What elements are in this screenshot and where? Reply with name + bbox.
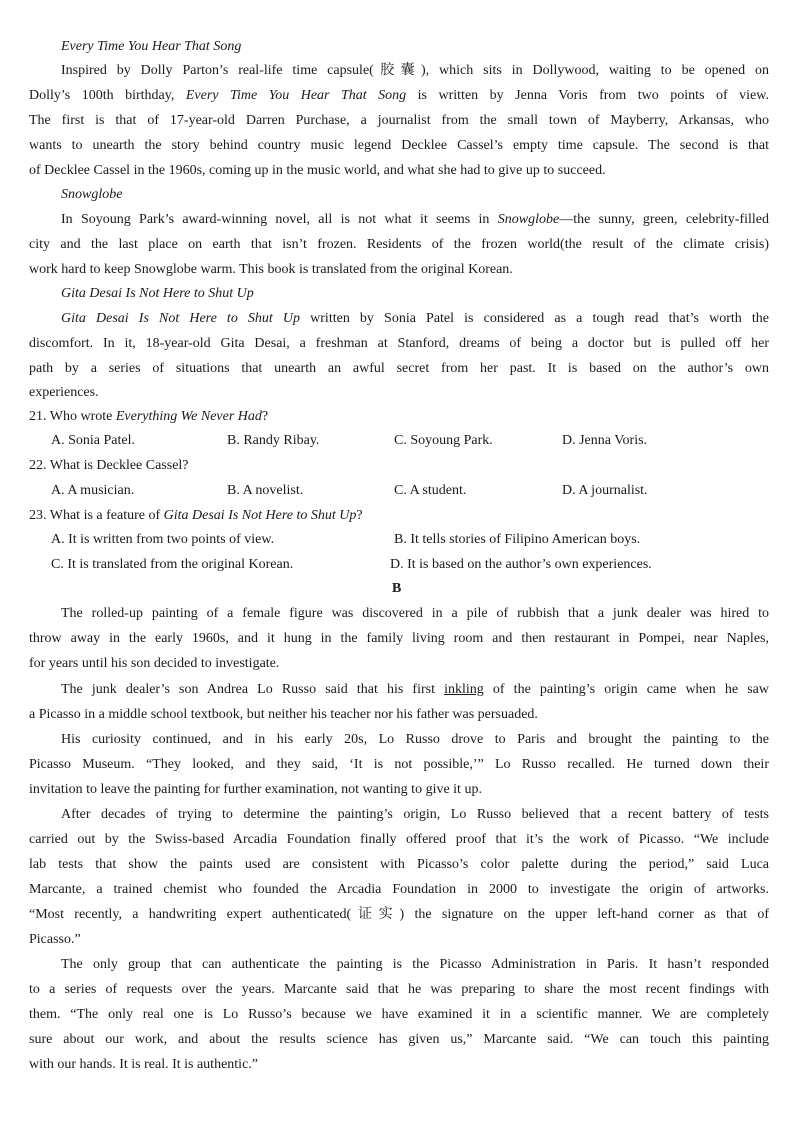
passage-b-line: throw away in the early 1960s, and it hung in the family living room and then restaurant in Pompei, near Naples, (29, 631, 769, 646)
book-text-line: Dolly’s 100th birthday, Every Time You Hear That Song is written by Jenna Voris from two points of view. (29, 88, 769, 103)
passage-b-line: Marcante, a trained chemist who founded the Arcadia Foundation in 2000 to investigate the origin of artworks. (29, 882, 769, 897)
q22-option-b: B. A novelist. (227, 483, 304, 498)
book-text-line: Gita Desai Is Not Here to Shut Up written by Sonia Patel is considered as a tough read that’s worth the (61, 311, 769, 326)
passage-b-line: His curiosity continued, and in his early 20s, Lo Russo drove to Paris and brought the painting to the (61, 732, 769, 747)
passage-b-line: them. “The only real one is Lo Russo’s because we have examined it in a scientific manner. We are completely (29, 1007, 769, 1022)
book-title-every-time: Every Time You Hear That Song (61, 39, 242, 54)
book-text-line: wants to unearth the story behind country music legend Decklee Cassel’s empty time capsule. The second is that (29, 138, 769, 153)
book-text-line: work hard to keep Snowglobe warm. This book is translated from the original Korean. (29, 262, 513, 277)
q23-option-d: D. It is based on the author’s own experiences. (390, 557, 652, 572)
passage-b-line: After decades of trying to determine the painting’s origin, Lo Russo believed that a recent battery of tests (61, 807, 769, 822)
book-title-snowglobe: Snowglobe (61, 187, 123, 202)
passage-b-line: with our hands. It is real. It is authentic.” (29, 1057, 258, 1072)
q23-option-b: B. It tells stories of Filipino American boys. (394, 532, 641, 547)
book-text-line: Inspired by Dolly Parton’s real-life time capsule(胶囊), which sits in Dollywood, waiting to be opened on (61, 63, 769, 78)
book-text-line: path by a series of situations that unearth an awful secret from her past. It is based on the author’s own (29, 361, 769, 376)
q22-option-c: C. A student. (394, 483, 467, 498)
q21-option-a: A. Sonia Patel. (51, 433, 135, 448)
passage-b-line: carried out by the Swiss-based Arcadia Foundation finally offered proof that it’s the work of Picasso. “We include (29, 832, 769, 847)
passage-b-line: sure about our work, and about the results science has given us,” Marcante said. “We can touch this painting (29, 1032, 769, 1047)
book-text-line: The first is that of 17-year-old Darren Purchase, a journalist from the small town of Mayberry, Arkansas, who (29, 113, 769, 128)
passage-b-line: Picasso Museum. “They looked, and they said, ‘It is not possible,’” Lo Russo recalled. He turned down their (29, 757, 769, 772)
book-text-line: In Soyoung Park’s award-winning novel, all is not what it seems in Snowglobe—the sunny, green, celebrity-filled (61, 212, 769, 227)
question-23-stem: 23. What is a feature of Gita Desai Is Not Here to Shut Up? (29, 508, 363, 523)
question-22-stem: 22. What is Decklee Cassel? (29, 458, 189, 473)
book-text-line: experiences. (29, 385, 99, 400)
q23-option-c: C. It is translated from the original Korean. (51, 557, 294, 572)
q21-option-c: C. Soyoung Park. (394, 433, 493, 448)
passage-b-line: a Picasso in a middle school textbook, but neither his teacher nor his father was persuaded. (29, 707, 538, 722)
book-text-line: city and the last place on earth that isn’t frozen. Residents of the frozen world(the result of the climate crisis) (29, 237, 769, 252)
q22-option-d: D. A journalist. (562, 483, 648, 498)
passage-b-line: The rolled-up painting of a female figure was discovered in a pile of rubbish that a junk dealer was hired to (61, 606, 769, 621)
passage-b-line: The junk dealer’s son Andrea Lo Russo said that his first inkling of the painting’s origin came when he saw (61, 682, 769, 697)
passage-b-line: invitation to leave the painting for further examination, not wanting to give it up. (29, 782, 482, 797)
book-text-line: of Decklee Cassel in the 1960s, coming up in the music world, and what she had to give up to succeed. (29, 163, 606, 178)
q23-option-a: A. It is written from two points of view. (51, 532, 275, 547)
passage-b-line: for years until his son decided to investigate. (29, 656, 280, 671)
question-21-stem: 21. Who wrote Everything We Never Had? (29, 409, 269, 424)
passage-b-heading: B (392, 581, 402, 596)
q21-option-d: D. Jenna Voris. (562, 433, 648, 448)
book-text-line: discomfort. In it, 18-year-old Gita Desai, a freshman at Stanford, dreams of being a doctor but is pulled off her (29, 336, 769, 351)
q22-option-a: A. A musician. (51, 483, 135, 498)
passage-b-line: to a series of requests over the years. Marcante said that he was preparing to share the most recent findings with (29, 982, 769, 997)
book-title-gita-desai: Gita Desai Is Not Here to Shut Up (61, 286, 254, 301)
q21-option-b: B. Randy Ribay. (227, 433, 320, 448)
passage-b-line: The only group that can authenticate the painting is the Picasso Administration in Paris. It hasn’t responded (61, 957, 769, 972)
passage-b-line: Picasso.” (29, 932, 81, 947)
underlined-word-inkling: inkling (444, 682, 484, 697)
passage-b-line: lab tests that show the paints used are consistent with Picasso’s color palette during the period,” said Luca (29, 857, 769, 872)
passage-b-line: “Most recently, a handwriting expert authenticated(证实) the signature on the upper left-hand corner as that of (29, 907, 769, 922)
